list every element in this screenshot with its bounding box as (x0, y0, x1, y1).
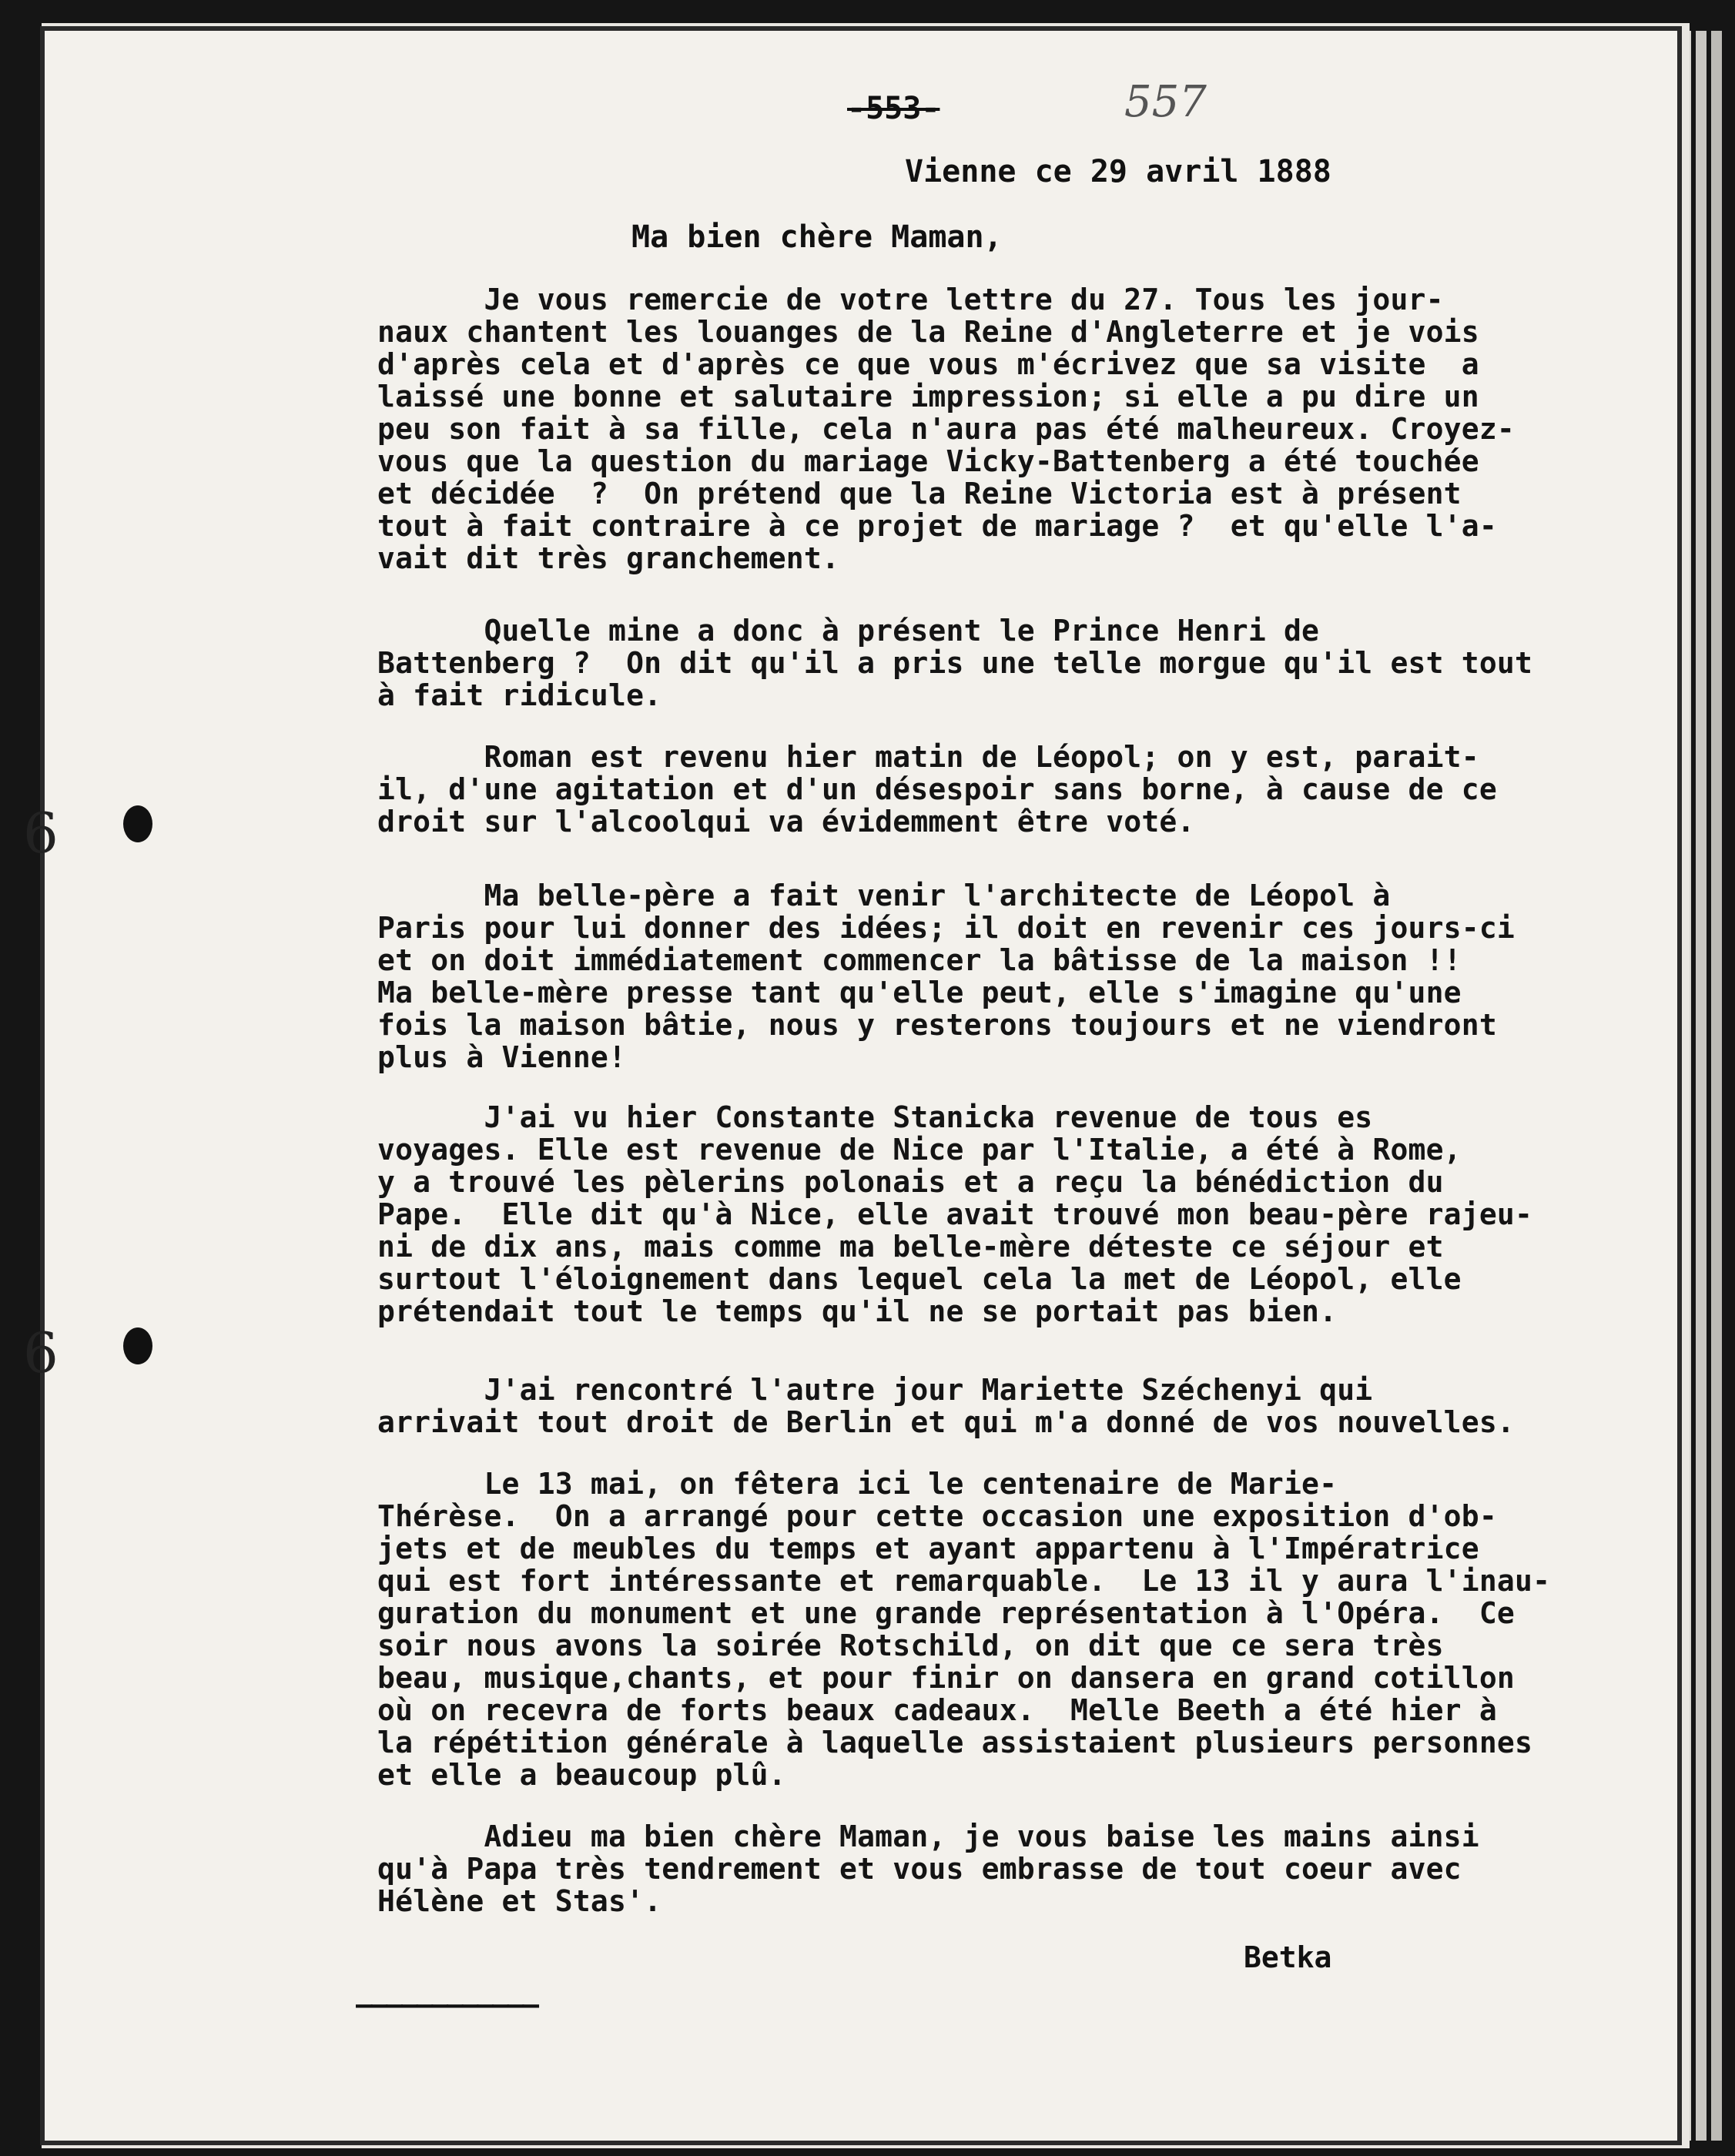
punch-hole (123, 1327, 152, 1364)
signature: Betka (1244, 1940, 1332, 1974)
date-line: Vienne ce 29 avril 1888 (905, 154, 1331, 189)
paragraph: Quelle mine a donc à présent le Prince Henri de Battenberg ? On dit qu'il a pris une telle morgue qu'il est tout à fait ridicule. (377, 614, 1533, 712)
salutation: Ma bien chère Maman, (631, 219, 1003, 255)
paragraph: Le 13 mai, on fêtera ici le centenaire de Marie- Thérèse. On a arrangé pour cette occasion une exposition d'ob- jets et de meubles du temps et ayant appartenu à l'Impératrice qui est fort intéressante et remarquable. Le 13 il y aura l'inau- guration du monument et une grande représentation à l'Opéra. Ce soir nous avons la soirée Rotschild, on dit que ce sera très beau, musique,chants, et pour finir on dansera en grand cotillon où on recevra de forts beaux cadeaux. Melle Beeth a été hier à la répétition générale à laquelle assistaient plusieurs personnes et elle a beaucoup plû. (377, 1467, 1551, 1792)
paragraph: Adieu ma bien chère Maman, je vous baise les mains ainsi qu'à Papa très tendrement et vous embrasse de tout coeur avec Hélène et Stas'. (377, 1820, 1479, 1918)
paragraph: J'ai rencontré l'autre jour Mariette Széchenyi qui arrivait tout droit de Berlin et qui m'a donné de vos nouvelles. (377, 1373, 1515, 1439)
page-edge (1711, 31, 1722, 2141)
punch-hole (123, 805, 152, 842)
paragraph: J'ai vu hier Constante Stanicka revenue de tous es voyages. Elle est revenue de Nice par l'Italie, a été à Rome, y a trouvé les pèlerins polonais et a reçu la bénédiction du Pape. Elle dit qu'à Nice, elle avait trouvé mon beau-père rajeu- ni de dix ans, mais comme ma belle-mère déteste ce séjour et surtout l'éloignement dans lequel cela la met de Léopol, elle prétendait tout le temps qu'il ne se portait pas bien. (377, 1100, 1533, 1328)
paragraph: Roman est revenu hier matin de Léopol; on y est, parait- il, d'une agitation et d'un désespoir sans borne, à cause de ce droit sur l'alcoolqui va évidemment être voté. (377, 740, 1497, 839)
page-number: -553- (847, 91, 940, 126)
margin-mark: 6 (23, 1321, 59, 1385)
margin-mark: 6 (23, 801, 59, 865)
page-number-handwritten: 557 (1124, 77, 1207, 127)
closing-rule: ———————————— (356, 1989, 538, 2020)
paragraph: Ma belle-père a fait venir l'architecte de Léopol à Paris pour lui donner des idées; il doit en revenir ces jours-ci et on doit immédiatement commencer la bâtisse de la maison !! Ma belle-mère presse tant qu'elle peut, elle s'imagine qu'une fois la maison bâtie, nous y resterons toujours et ne viendront plus à Vienne! (377, 879, 1515, 1074)
page-edge (1680, 31, 1691, 2141)
paragraph: Je vous remercie de votre lettre du 27. Tous les jour- naux chantent les louanges de la Reine d'Angleterre et je vois d'après cela et d'après ce que vous m'écrivez que sa visite a laissé une bonne et salutaire impression; si elle a pu dire un peu son fait à sa fille, cela n'aura pas été malheureux. Croyez- vous que la question du mariage Vicky-Battenberg a été touchée et décidée ? On prétend que la Reine Victoria est à présent tout à fait contraire à ce projet de mariage ? et qu'elle l'a- vait dit très granchement. (377, 283, 1515, 575)
page-edge (1696, 31, 1707, 2141)
